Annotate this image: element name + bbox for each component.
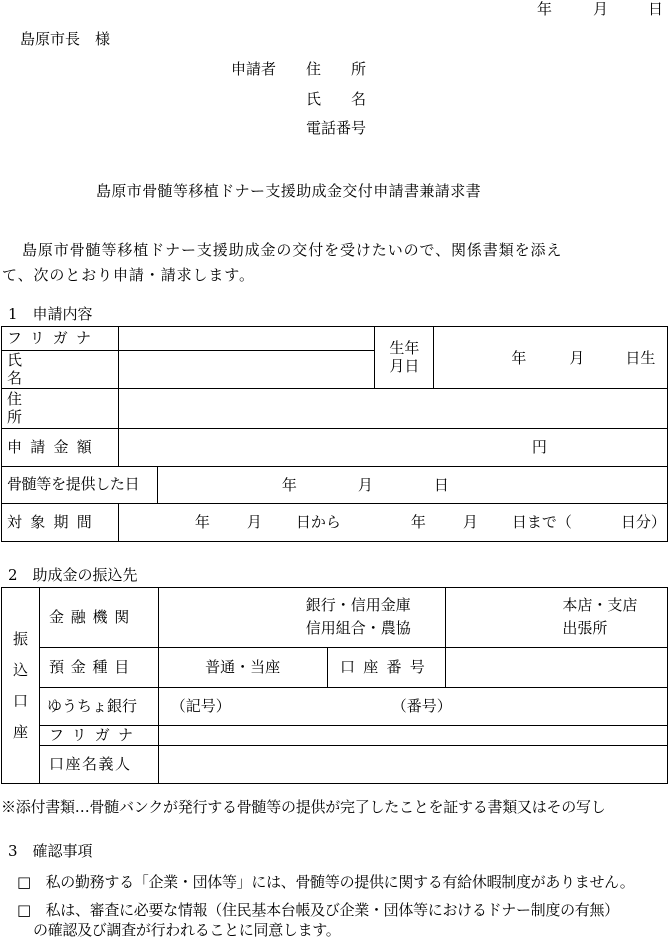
attachment-note: ※添付書類…骨髄バンクが発行する骨髄等の提供が完了したことを証する書類又はその写し — [1, 798, 606, 816]
birthdate-label: 生年 月日 — [375, 327, 434, 389]
confirmation-item-2[interactable]: □ 私は、審査に必要な情報（住民基本台帳及び企業・団体等におけるドナー制度の有無） — [17, 901, 619, 919]
name-label: 氏名 — [2, 351, 119, 389]
date-day: 日 — [648, 0, 664, 18]
section2-heading: 2 助成金の振込先 — [8, 566, 138, 584]
bank-type-field[interactable]: 銀行・信用金庫 信用組合・農協 — [158, 588, 446, 648]
donation-date-label: 骨髄等を提供した日 — [2, 467, 158, 504]
period-field[interactable]: 年 月 日から 年 月 日まで（ 日分） — [118, 504, 667, 542]
yucho-label: ゆうちょ銀行 — [39, 688, 158, 726]
period-label: 対象期間 — [2, 504, 119, 542]
confirmation-item-1[interactable]: □ 私の勤務する「企業・団体等」には、骨髄等の提供に関する有給休暇制度がありません。 — [17, 873, 635, 891]
donation-date-field[interactable]: 年 月 日 — [157, 467, 667, 504]
document-title: 島原市骨髄等移植ドナー支援助成金交付申請書兼請求書 — [96, 182, 482, 200]
transfer-account-side-label: 振 込 口 座 — [2, 588, 40, 784]
branch-field[interactable]: 本店・支店 出張所 — [446, 588, 668, 648]
confirmation-item-2-cont: の確認及び調査が行われることに同意します。 — [33, 921, 341, 939]
address-label: 住所 — [2, 389, 119, 429]
account-furigana-field[interactable] — [158, 726, 667, 746]
application-table — [1, 326, 668, 542]
applicant-phone-label: 電話番号 — [306, 119, 367, 137]
amount-field[interactable]: 円 — [118, 429, 667, 467]
account-number-label: 口座番号 — [327, 648, 446, 688]
institution-label: 金融機関 — [39, 588, 158, 648]
section3-heading: 3 確認事項 — [8, 842, 93, 860]
address-field[interactable] — [118, 389, 667, 429]
intro-line-1: 島原市骨髄等移植ドナー支援助成金の交付を受けたいので、関係書類を添え — [22, 241, 563, 259]
deposit-type-options[interactable]: 普通・当座 — [158, 648, 327, 688]
addressee: 島原市長 様 — [20, 30, 111, 48]
date-year: 年 — [537, 0, 553, 18]
deposit-type-label: 預金種目 — [39, 648, 158, 688]
applicant-name-label: 氏 名 — [306, 90, 367, 108]
applicant-address-label: 住 所 — [306, 60, 367, 78]
furigana-label: フリガナ — [2, 327, 119, 351]
account-holder-label: 口座名義人 — [39, 746, 158, 784]
transfer-table — [1, 587, 668, 784]
account-number-field[interactable] — [446, 648, 668, 688]
account-holder-field[interactable] — [158, 746, 667, 784]
applicant-label: 申請者 — [231, 60, 277, 78]
section1-heading: 1 申請内容 — [8, 305, 93, 323]
birthdate-field[interactable]: 年 月 日生 — [434, 327, 668, 389]
yucho-field[interactable]: （記号） （番号） — [158, 688, 667, 726]
name-field[interactable] — [118, 351, 375, 389]
date-month: 月 — [593, 0, 609, 18]
furigana-field[interactable] — [118, 327, 375, 351]
amount-label: 申請金額 — [2, 429, 119, 467]
intro-line-2: て、次のとおり申請・請求します。 — [2, 266, 255, 284]
account-furigana-label: フリガナ — [39, 726, 158, 746]
